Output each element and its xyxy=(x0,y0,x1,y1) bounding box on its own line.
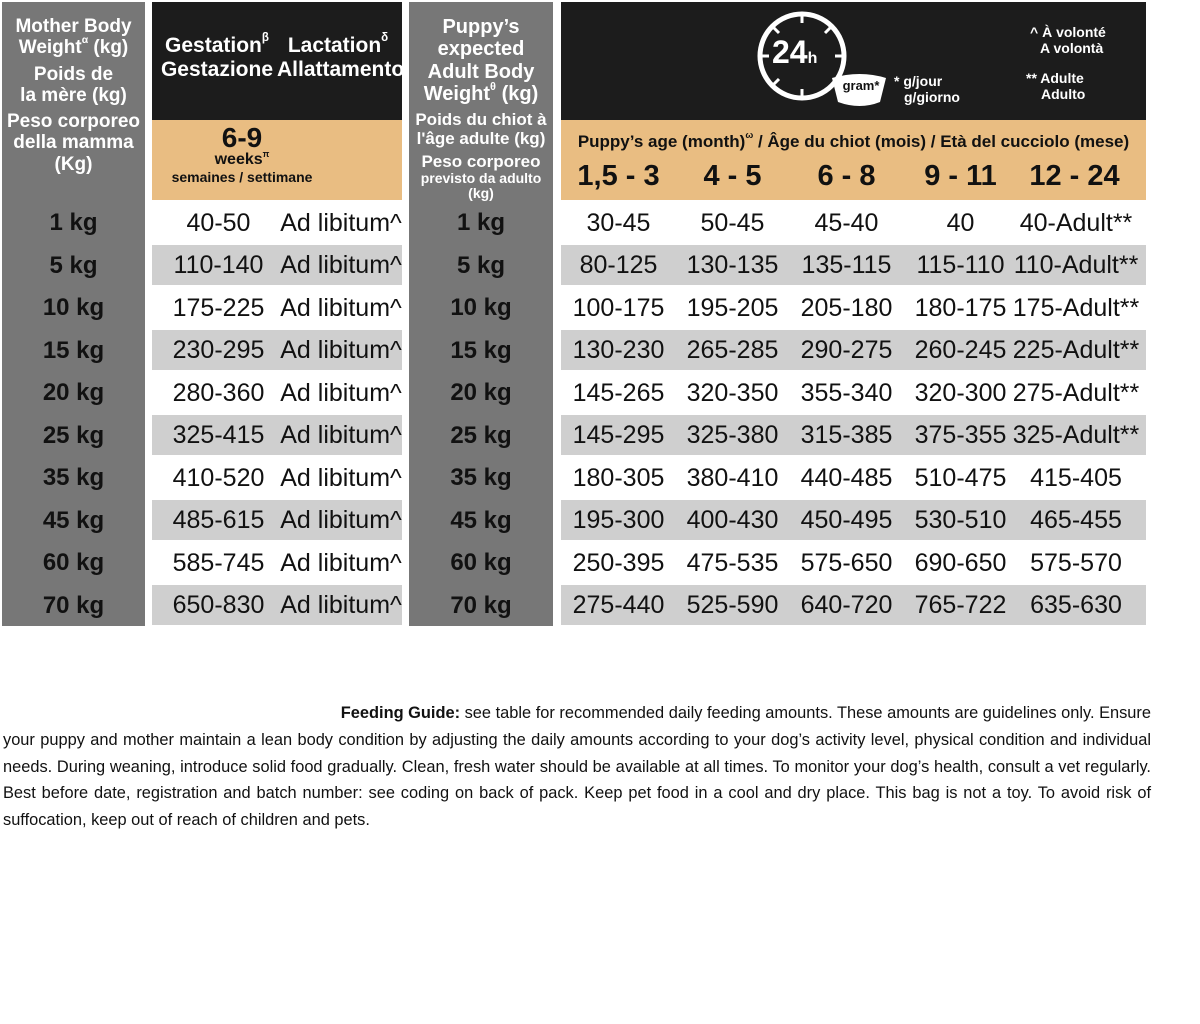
daily-amount-cell: 135-115 xyxy=(801,251,892,280)
mother-weight-cell: 5 kg xyxy=(49,251,98,279)
daily-amount-cell: 30-45 xyxy=(586,208,651,237)
daily-amount-cell: 225-Adult** xyxy=(1012,336,1140,365)
feeding-guide-lead: Feeding Guide: xyxy=(340,704,461,722)
daily-amount-cell: 145-295 xyxy=(572,421,665,450)
daily-amount-cell: 690-650 xyxy=(914,548,1007,577)
puppy-weight-cell: 70 kg xyxy=(450,591,512,619)
daily-amount-cell: 530-510 xyxy=(914,506,1007,535)
gestation-cell: 175-225 xyxy=(172,293,265,322)
puppy-weight-header: Puppy’s expected Adult Body Weight$^\theta$ (kg) Poids du chiot à l'âge adulte (kg) Peso corporeo previsto da adulto (kg) xyxy=(415,16,547,202)
age-range: 4 - 5 xyxy=(703,160,762,192)
daily-amount-cell: 465-455 xyxy=(1030,506,1122,535)
lactation-cell: Ad libitum^ xyxy=(280,251,402,280)
daily-amount-cell: 635-630 xyxy=(1030,591,1122,620)
puppy-weight-cell: 60 kg xyxy=(450,549,512,577)
daily-amount-cell: 40 xyxy=(946,208,975,237)
lactation-cell: Ad libitum^ xyxy=(280,378,402,407)
daily-amount-cell: 40-Adult** xyxy=(1019,208,1133,237)
gestation-cell: 585-745 xyxy=(172,548,265,577)
daily-amount-cell: 195-300 xyxy=(572,506,665,535)
puppy-weight-cell: 25 kg xyxy=(450,421,512,449)
puppy-weight-cell: 45 kg xyxy=(450,506,512,534)
mother-weight-cell: 15 kg xyxy=(42,336,105,364)
daily-amount-cell: 325-Adult** xyxy=(1012,421,1140,450)
age-range: 9 - 11 xyxy=(924,160,997,192)
gestation-cell: 325-415 xyxy=(172,421,265,450)
daily-amount-cell: 260-245 xyxy=(914,336,1007,365)
daily-amount-cell: 575-570 xyxy=(1030,548,1122,577)
daily-amount-cell: 110-Adult** xyxy=(1013,251,1139,280)
daily-amount-cell: 380-410 xyxy=(686,463,779,492)
mother-weight-cell: 25 kg xyxy=(42,421,105,449)
daily-amount-cell: 180-305 xyxy=(572,463,665,492)
lactation-cell: Ad libitum^ xyxy=(280,463,402,492)
lactation-cell: Ad libitum^ xyxy=(280,336,402,365)
mother-weight-cell: 60 kg xyxy=(42,549,105,577)
daily-amount-cell: 100-175 xyxy=(572,293,665,322)
mother-weight-cell: 1 kg xyxy=(49,209,98,237)
feeding-guide: Feeding Guide: see table for recommended daily feeding amounts. These amounts are guidelines only. Ensure your puppy and mother maintain a lean body condition by adjusting the daily amounts according to your dog’s activity level, physical condition and individual needs. During weaning, introduce solid food gradually. Clean, fresh water should be available at all times. To monitor your dog’s health, consult a vet regularly. Best before date, registration and batch number: see coding on back of pack. Keep pet food in a cool and dry place. This bag is not a toy. To avoid risk of suffocation, keep out of reach of children and pets. xyxy=(3,704,1151,830)
daily-amount-cell: 290-275 xyxy=(800,336,893,365)
daily-amount-cell: 250-395 xyxy=(572,548,665,577)
age-range: 1,5 - 3 xyxy=(577,160,660,192)
daily-amount-cell: 325-380 xyxy=(686,421,779,450)
lactation-cell: Ad libitum^ xyxy=(280,548,402,577)
gestation-cell: 485-615 xyxy=(172,506,265,535)
daily-amount-cell: 450-495 xyxy=(800,506,893,535)
daily-amount-cell: 510-475 xyxy=(914,463,1007,492)
mother-weight-cell: 35 kg xyxy=(42,464,105,492)
daily-amount-cell: 440-485 xyxy=(800,463,893,492)
mother-weight-cell: 10 kg xyxy=(42,294,105,322)
daily-amount-cell: 525-590 xyxy=(686,591,779,620)
daily-amount-cell: 195-205 xyxy=(686,293,779,322)
gestation-cell: 110-140 xyxy=(173,251,264,280)
bowl-label: gram* xyxy=(842,78,880,93)
daily-amount-cell: 175-Adult** xyxy=(1012,293,1140,322)
gestation-cell: 280-360 xyxy=(172,378,265,407)
daily-amount-cell: 115-110 xyxy=(916,251,1005,280)
daily-amount-cell: 375-355 xyxy=(914,421,1007,450)
gestation-cell: 410-520 xyxy=(172,463,265,492)
daily-amount-cell: 320-300 xyxy=(914,378,1007,407)
daily-amount-cell: 315-385 xyxy=(800,421,893,450)
puppy-weight-cell: 15 kg xyxy=(450,336,512,364)
lactation-cell: Ad libitum^ xyxy=(280,591,402,620)
daily-amount-cell: 275-Adult** xyxy=(1012,378,1140,407)
mother-weight-cell: 20 kg xyxy=(42,379,105,407)
daily-amount-cell: 130-135 xyxy=(686,251,779,280)
gestation-cell: 230-295 xyxy=(172,336,265,365)
daily-amount-cell: 475-535 xyxy=(686,548,779,577)
mother-weight-header: Mother Body Weight$^\alpha$ (kg) Poids de la mère (kg) Peso corporeo della mamma (Kg) xyxy=(6,16,141,175)
daily-amount-cell: 765-722 xyxy=(914,591,1007,620)
daily-amount-cell: 265-285 xyxy=(686,336,779,365)
daily-amount-cell: 205-180 xyxy=(800,293,893,322)
weeks-label: 6-9 weeks$^\pi$ semaines / settimane xyxy=(171,122,313,185)
daily-amount-cell: 50-45 xyxy=(700,208,765,237)
puppy-weight-cell: 1 kg xyxy=(456,209,506,237)
daily-amount-cell: 415-405 xyxy=(1030,463,1122,492)
daily-amount-cell: 80-125 xyxy=(579,251,658,280)
daily-amount-cell: 180-175 xyxy=(914,293,1007,322)
gestation-label: Gestation$^\beta$ Gestazione xyxy=(160,31,274,81)
daily-amount-cell: 320-350 xyxy=(686,378,779,407)
puppy-weight-cell: 5 kg xyxy=(456,251,506,279)
daily-amount-cell: 355-340 xyxy=(800,378,893,407)
ages-caption: Puppy’s age (month)$^\omega$ / Âge du chiot (mois) / Età del cucciolo (mese) xyxy=(577,130,1130,151)
lactation-cell: Ad libitum^ xyxy=(280,421,402,450)
lactation-cell: Ad libitum^ xyxy=(280,506,402,535)
lactation-label: Lactation$^\delta$ Allattamento xyxy=(277,31,405,81)
mother-weight-cell: 45 kg xyxy=(42,506,105,534)
gestation-cell: 40-50 xyxy=(186,208,251,237)
daily-amount-cell: 640-720 xyxy=(800,591,893,620)
daily-amount-cell: 45-40 xyxy=(814,208,879,237)
gestation-cell: 650-830 xyxy=(172,591,265,620)
daily-amount-cell: 400-430 xyxy=(686,506,779,535)
age-range: 12 - 24 xyxy=(1029,160,1120,192)
daily-amount-cell: 575-650 xyxy=(800,548,893,577)
lactation-cell: Ad libitum^ xyxy=(280,293,402,322)
clock-label: 24h xyxy=(772,34,818,70)
puppy-weight-cell: 35 kg xyxy=(450,464,512,492)
clock-bowl-icon xyxy=(750,6,890,114)
lactation-cell: Ad libitum^ xyxy=(280,208,402,237)
ad-libitum-note: ^ À volonté A volontà xyxy=(1030,24,1106,57)
daily-amount-cell: 130-230 xyxy=(572,336,665,365)
adult-note: ** Adulte Adulto xyxy=(1026,70,1086,103)
gram-note: * g/jour g/giorno xyxy=(894,73,960,106)
puppy-weight-cell: 10 kg xyxy=(450,294,512,322)
daily-amount-cell: 275-440 xyxy=(572,591,665,620)
mother-weight-cell: 70 kg xyxy=(42,591,105,619)
daily-amount-cell: 145-265 xyxy=(572,378,665,407)
puppy-weight-cell: 20 kg xyxy=(450,379,512,407)
age-range: 6 - 8 xyxy=(817,160,876,192)
